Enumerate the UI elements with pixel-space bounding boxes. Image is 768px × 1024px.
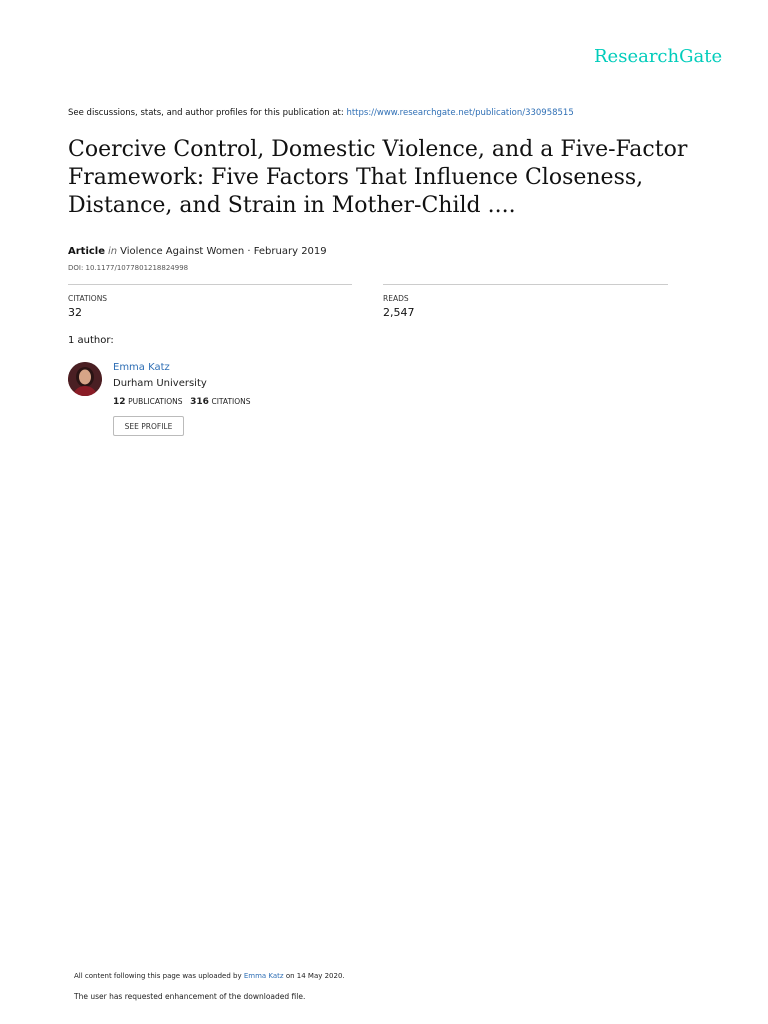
researchgate-logo[interactable]: ResearchGate <box>594 46 723 67</box>
enhancement-note: The user has requested enhancement of the downloaded file. <box>74 992 306 1001</box>
authors-heading: 1 author: <box>68 335 114 346</box>
publication-type: Article <box>68 246 106 257</box>
author-citations-label: CITATIONS <box>211 397 251 406</box>
in-label: in <box>108 246 118 257</box>
upload-note-prefix: All content following this page was uploaded by <box>74 972 244 980</box>
citations-divider <box>68 284 352 285</box>
citations-value: 32 <box>68 306 82 319</box>
venue-date: Violence Against Women · February 2019 <box>120 246 327 257</box>
reads-value: 2,547 <box>383 306 415 319</box>
publication-meta <box>68 246 327 257</box>
publication-title: Coercive Control, Domestic Violence, and a Five-Factor Framework: Five Factors That Influence Closeness, Distance, and Strain in Mother-Child .... <box>68 137 688 218</box>
author-citations-count: 316 <box>190 397 209 407</box>
author-avatar[interactable] <box>68 362 102 396</box>
upload-note <box>74 972 345 980</box>
citations-label: CITATIONS <box>68 294 108 303</box>
see-discussions-line <box>68 108 574 118</box>
author-institution: Durham University <box>113 378 207 389</box>
author-publications-label: PUBLICATIONS <box>128 397 183 406</box>
doi: DOI: 10.1177/1077801218824998 <box>68 264 189 272</box>
author-stats <box>113 397 251 407</box>
author-publications-count: 12 <box>113 397 126 407</box>
uploader-link[interactable]: Emma Katz <box>243 972 284 980</box>
publication-url-link[interactable]: https://www.researchgate.net/publication/330958515 <box>346 108 574 118</box>
avatar-photo-icon <box>68 362 102 396</box>
author-name-link[interactable]: Emma Katz <box>113 362 170 373</box>
upload-note-suffix: on 14 May 2020. <box>283 972 345 980</box>
reads-divider <box>383 284 668 285</box>
reads-label: READS <box>383 294 409 303</box>
see-discussions-text: See discussions, stats, and author profiles for this publication at: <box>68 108 347 118</box>
see-profile-button[interactable]: SEE PROFILE <box>113 416 184 436</box>
